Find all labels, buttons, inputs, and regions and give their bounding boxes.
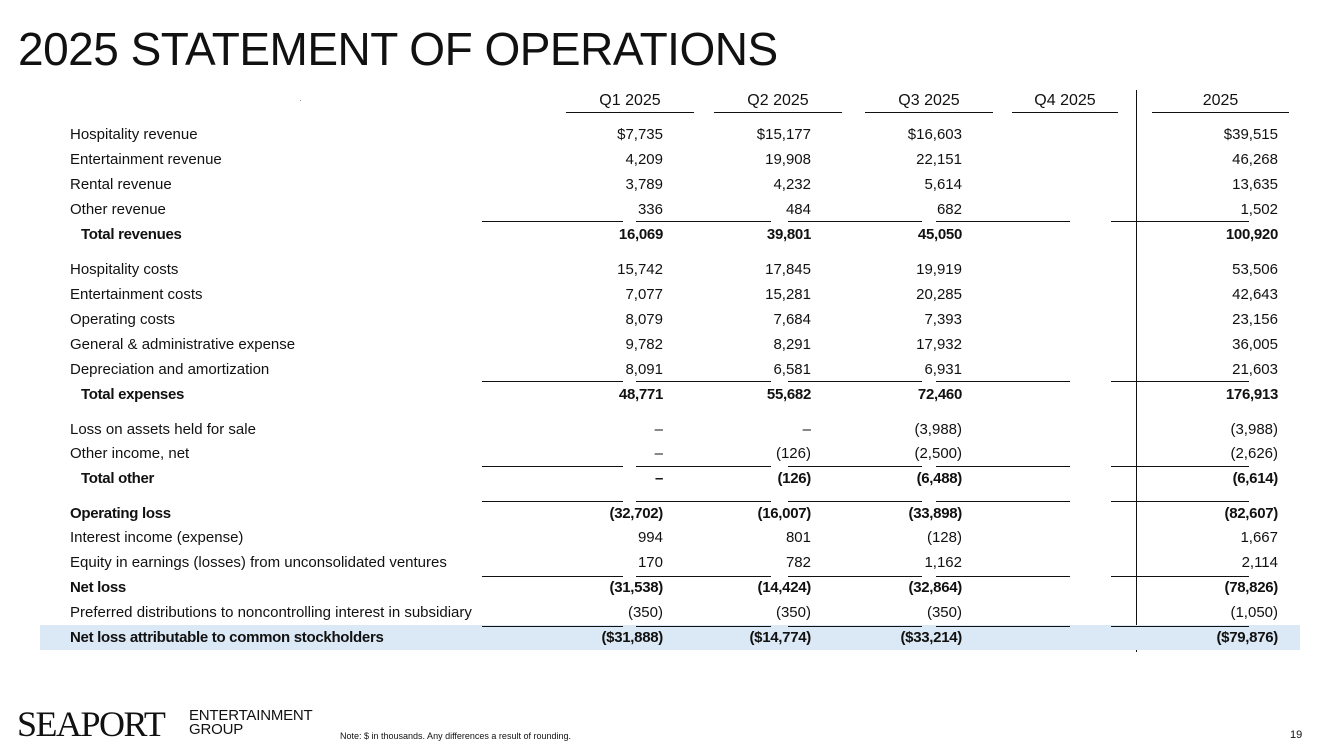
cell-q1: (31,538) — [609, 579, 663, 596]
cell-fy: (2,626) — [1230, 445, 1278, 462]
cell-fy: 2,114 — [1241, 554, 1278, 571]
cell-q3: 22,151 — [916, 151, 962, 168]
table-row — [40, 172, 1300, 197]
cell-q1: 4,209 — [625, 151, 663, 168]
cell-q3: 682 — [936, 201, 962, 218]
row-label: Operating costs — [70, 311, 176, 328]
cell-q3: 1,162 — [924, 554, 962, 571]
subtotal-rule — [788, 501, 922, 502]
cell-q2: 55,682 — [766, 386, 811, 403]
cell-q3: (3,988) — [914, 421, 962, 438]
row-label: Entertainment revenue — [70, 151, 222, 168]
cell-q3: 17,932 — [916, 336, 962, 353]
cell-fy: $39,515 — [1223, 126, 1278, 143]
subtotal-rule — [482, 466, 623, 467]
cell-q3: ($33,214) — [900, 629, 962, 646]
table-row — [40, 575, 1300, 600]
cell-q3: $16,603 — [907, 126, 962, 143]
cell-q3: (32,864) — [908, 579, 962, 596]
cell-q3: (6,488) — [916, 470, 962, 487]
cell-q1: – — [654, 445, 663, 462]
cell-q3: 45,050 — [917, 226, 962, 243]
subtotal-rule — [788, 576, 922, 577]
cell-q2: (126) — [777, 470, 811, 487]
page-number: 19 — [1290, 729, 1303, 741]
cell-fy: (78,826) — [1224, 579, 1278, 596]
cell-q1: 48,771 — [618, 386, 663, 403]
cell-q2: (126) — [775, 445, 811, 462]
subtotal-rule — [936, 466, 1070, 467]
table-row — [40, 501, 1300, 526]
column-header-fy: 2025 — [1152, 91, 1289, 113]
cell-fy: 176,913 — [1225, 386, 1278, 403]
subtotal-rule — [482, 381, 623, 382]
subtotal-rule — [936, 381, 1070, 382]
cell-fy: (82,607) — [1224, 505, 1278, 522]
subtotal-rule — [636, 576, 771, 577]
cell-q1: 170 — [637, 554, 663, 571]
cell-q1: – — [654, 421, 663, 438]
cell-q2: 19,908 — [765, 151, 811, 168]
cell-q1: 9,782 — [625, 336, 663, 353]
cell-q3: (350) — [926, 604, 962, 621]
stray-dot — [300, 100, 301, 101]
cell-q1: 3,789 — [625, 176, 663, 193]
cell-q1: 16,069 — [618, 226, 663, 243]
cell-q2: (16,007) — [757, 505, 811, 522]
subtotal-rule — [788, 626, 922, 627]
row-label: Net loss attributable to common stockholders — [70, 629, 384, 646]
cell-q2: 782 — [785, 554, 811, 571]
subtotal-rule — [482, 576, 623, 577]
cell-fy: ($79,876) — [1216, 629, 1278, 646]
cell-q1: 15,742 — [617, 261, 663, 278]
subtotal-rule — [936, 626, 1070, 627]
subtotal-rule — [788, 466, 922, 467]
cell-fy: 23,156 — [1232, 311, 1278, 328]
cell-fy: 42,643 — [1232, 286, 1278, 303]
table-row — [40, 625, 1300, 650]
cell-q1: 336 — [637, 201, 663, 218]
subtotal-rule — [636, 381, 771, 382]
cell-q2: 801 — [785, 529, 811, 546]
row-label: Total expenses — [81, 386, 185, 403]
subtotal-rule — [788, 221, 922, 222]
page-title: 2025 STATEMENT OF OPERATIONS — [18, 23, 778, 75]
column-header-q1: Q1 2025 — [566, 91, 694, 113]
cell-q2: 15,281 — [765, 286, 811, 303]
row-label: Hospitality revenue — [70, 126, 198, 143]
row-label: Other income, net — [70, 445, 190, 462]
cell-q2: ($14,774) — [749, 629, 811, 646]
table-row — [40, 282, 1300, 307]
cell-q3: (33,898) — [908, 505, 962, 522]
cell-q1: 994 — [637, 529, 663, 546]
row-label: Net loss — [70, 579, 126, 596]
subtotal-rule — [636, 626, 771, 627]
subtotal-rule — [936, 576, 1070, 577]
row-label: Entertainment costs — [70, 286, 203, 303]
cell-q3: 6,931 — [924, 361, 962, 378]
cell-fy: (6,614) — [1232, 470, 1278, 487]
row-label: Preferred distributions to noncontrolling interest in subsidiary — [70, 604, 472, 621]
table-row — [40, 307, 1300, 332]
subtotal-rule — [636, 221, 771, 222]
table-row — [40, 332, 1300, 357]
table-row — [40, 357, 1300, 382]
cell-fy: (1,050) — [1230, 604, 1278, 621]
cell-q2: 6,581 — [773, 361, 811, 378]
cell-q2: 39,801 — [766, 226, 811, 243]
cell-fy: 1,667 — [1240, 529, 1278, 546]
subtotal-rule — [1111, 466, 1249, 467]
cell-q2: 7,684 — [773, 311, 811, 328]
seaport-logo: SEAPORT — [17, 704, 165, 744]
cell-fy: (3,988) — [1230, 421, 1278, 438]
cell-q3: (2,500) — [914, 445, 962, 462]
cell-q1: (32,702) — [609, 505, 663, 522]
cell-q1: 8,079 — [625, 311, 663, 328]
cell-q1: – — [654, 470, 663, 487]
cell-q2: $15,177 — [756, 126, 811, 143]
logo-subtitle-line1: ENTERTAINMENT — [189, 707, 313, 724]
row-label: General & administrative expense — [70, 336, 296, 353]
subtotal-rule — [482, 626, 623, 627]
cell-q1: $7,735 — [617, 126, 663, 143]
cell-q2: 484 — [785, 201, 811, 218]
subtotal-rule — [1111, 381, 1249, 382]
table-row — [40, 222, 1300, 247]
cell-fy: 46,268 — [1232, 151, 1278, 168]
cell-q1: 8,091 — [625, 361, 663, 378]
cell-q3: 19,919 — [916, 261, 962, 278]
cell-q3: 20,285 — [916, 286, 962, 303]
cell-q2: 17,845 — [765, 261, 811, 278]
table-row — [40, 600, 1300, 625]
logo-subtitle — [189, 709, 313, 737]
cell-fy: 100,920 — [1225, 226, 1278, 243]
cell-q1: (350) — [627, 604, 663, 621]
table-row — [40, 382, 1300, 407]
subtotal-rule — [1111, 501, 1249, 502]
subtotal-rule — [1111, 576, 1249, 577]
subtotal-rule — [788, 381, 922, 382]
table-row — [40, 550, 1300, 575]
cell-q3: 72,460 — [917, 386, 962, 403]
table-row — [40, 466, 1300, 491]
footnote: Note: $ in thousands. Any differences a result of rounding. — [340, 731, 571, 741]
cell-q3: 7,393 — [924, 311, 962, 328]
cell-fy: 36,005 — [1232, 336, 1278, 353]
table-row — [40, 197, 1300, 222]
row-label: Loss on assets held for sale — [70, 421, 256, 438]
cell-q2: (350) — [775, 604, 811, 621]
cell-fy: 53,506 — [1232, 261, 1278, 278]
subtotal-rule — [636, 501, 771, 502]
cell-q1: 7,077 — [625, 286, 663, 303]
cell-q1: ($31,888) — [601, 629, 663, 646]
cell-q2: (14,424) — [757, 579, 811, 596]
row-label: Total other — [81, 470, 155, 487]
cell-q2: – — [802, 421, 811, 438]
column-header-q3: Q3 2025 — [865, 91, 993, 113]
table-row — [40, 417, 1300, 442]
logo-subtitle-line2: GROUP — [189, 721, 244, 738]
cell-fy: 21,603 — [1232, 361, 1278, 378]
column-header-q4: Q4 2025 — [1012, 91, 1118, 113]
subtotal-rule — [936, 501, 1070, 502]
row-label: Depreciation and amortization — [70, 361, 270, 378]
row-label: Other revenue — [70, 201, 166, 218]
row-label: Equity in earnings (losses) from unconsolidated ventures — [70, 554, 447, 571]
subtotal-rule — [936, 221, 1070, 222]
cell-q2: 4,232 — [773, 176, 811, 193]
cell-q2: 8,291 — [773, 336, 811, 353]
table-row — [40, 147, 1300, 172]
column-header-q2: Q2 2025 — [714, 91, 842, 113]
cell-q3: 5,614 — [924, 176, 962, 193]
table-row — [40, 122, 1300, 147]
subtotal-rule — [482, 221, 623, 222]
table-row — [40, 257, 1300, 282]
subtotal-rule — [1111, 221, 1249, 222]
cell-fy: 13,635 — [1232, 176, 1278, 193]
row-label: Hospitality costs — [70, 261, 179, 278]
row-label: Rental revenue — [70, 176, 172, 193]
table-row — [40, 525, 1300, 550]
cell-q3: (128) — [926, 529, 962, 546]
cell-fy: 1,502 — [1240, 201, 1278, 218]
table-row — [40, 441, 1300, 466]
subtotal-rule — [1111, 626, 1249, 627]
row-label: Interest income (expense) — [70, 529, 244, 546]
subtotal-rule — [636, 466, 771, 467]
row-label: Operating loss — [70, 505, 171, 522]
row-label: Total revenues — [81, 226, 182, 243]
subtotal-rule — [482, 501, 623, 502]
